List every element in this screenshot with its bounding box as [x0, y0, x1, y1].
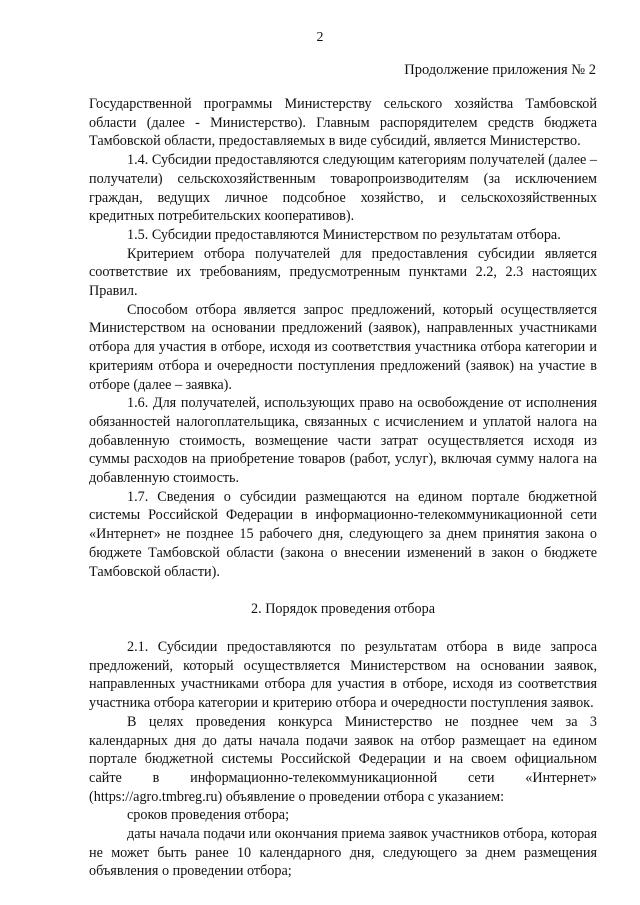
- paragraph-1-7: 1.7. Сведения о субсидии размещаются на едином портале бюджетной системы Российской Федерации в информационно-телекоммуникационной сети «Интернет» не позднее 15 рабочего дня, следующего за днем принятия закона о бюджете Тамбовской области (закона о внесении изменений в закон о бюджете Тамбовской области).: [89, 488, 597, 580]
- paragraph-selection-method: Способом отбора является запрос предложений, который осуществляется Министерством на основании предложений (заявок), направленных участниками отбора для участия в отборе, исходя из соответствия участника отбора категории и критериям отбора и очередности поступления предложений (заявок) на участие в отборе (далее – заявка).: [89, 301, 597, 393]
- paragraph-selection-criterion: Критерием отбора получателей для предоставления субсидии является соответствие их требованиям, предусмотренным пунктами 2.2, 2.3 настоящих Правил.: [89, 245, 597, 300]
- appendix-continuation-label: Продолжение приложения № 2: [404, 62, 596, 78]
- list-item-terms: сроков проведения отбора;: [127, 807, 290, 824]
- paragraph-1-6: 1.6. Для получателей, использующих право на освобождение от исполнения обязанностей налогоплательщика, связанных с исчислением и уплатой налога на добавленную стоимость, возмещение части затрат осуществляется исходя из суммы расходов на приобретение товаров (работ, услуг), включая сумму налога на добавленную стоимость.: [89, 395, 597, 487]
- paragraph-continuation: Государственной программы Министерству сельского хозяйства Тамбовской области (далее - Министерство). Главным распорядителем средств бюджета Тамбовской области, предоставляемых в виде субсидий, является Министерство.: [89, 96, 597, 150]
- section-2-heading: 2. Порядок проведения отбора: [251, 601, 435, 618]
- document-body: [89, 95, 597, 881]
- paragraph-2-1: 2.1. Субсидии предоставляются по результатам отбора в виде запроса предложений, который осуществляется Министерством на основании заявок, направленных участниками отбора для участия в отборе, исходя из соответствия участника отбора категории и критерию отбора и очередности поступления заявок.: [89, 638, 597, 712]
- page-number: 2: [316, 30, 324, 45]
- paragraph-1-5: 1.5. Субсидии предоставляются Министерством по результатам отбора.: [127, 226, 561, 243]
- list-item-dates: даты начала подачи или окончания приема заявок участников отбора, которая не может быть ранее 10 календарного дня, следующего за днем размещения объявления о проведении отбора;: [89, 826, 597, 880]
- paragraph-1-4: 1.4. Субсидии предоставляются следующим категориям получателей (далее – получатели) сельскохозяйственным товаропроизводителям (за исключением граждан, ведущих личное подсобное хозяйство, и сельскохозяйственных кредитных потребительских кооперативов).: [89, 152, 597, 225]
- paragraph-announcement: В целях проведения конкурса Министерство не позднее чем за 3 календарных дня до даты начала подачи заявок на отбор размещает на едином портале бюджетной системы Российской Федерации и на своем официальном сайте в информационно-телекоммуникационной сети «Интернет» (https://agro.tmbreg.ru) объявление о проведении отбора с указанием:: [89, 713, 597, 805]
